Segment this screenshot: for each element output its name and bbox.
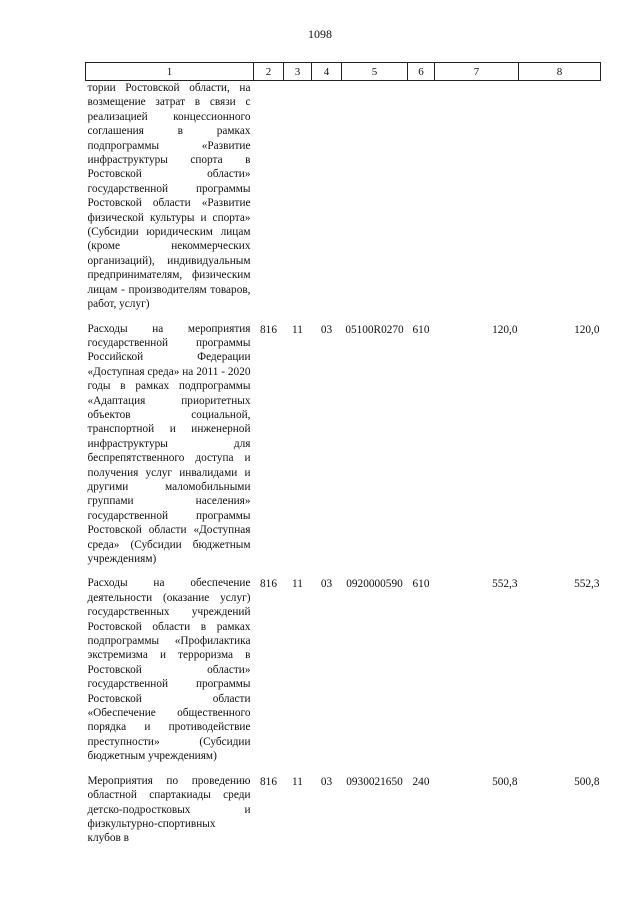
row-description: Мероприятия по проведению областной спартакиады среди детско-подростковых и физкультурно-спортивных клубов в bbox=[87, 774, 251, 845]
row-amount-col7: 120,0 bbox=[492, 323, 518, 336]
column-header: 8 bbox=[519, 63, 601, 81]
row-target-code: 05100R0270 bbox=[345, 323, 404, 336]
row-section-code bbox=[284, 81, 312, 312]
row-amount-col8 bbox=[519, 81, 601, 312]
row-section-code: 11 bbox=[292, 323, 303, 336]
row-ministry-code: 816 bbox=[260, 578, 277, 591]
column-header: 5 bbox=[342, 63, 408, 81]
page-number: 1098 bbox=[308, 27, 332, 41]
row-subsection-code: 03 bbox=[320, 323, 333, 336]
row-expense-type: 240 bbox=[412, 775, 430, 788]
column-header: 1 bbox=[86, 63, 254, 81]
row-subsection-code: 03 bbox=[320, 578, 333, 591]
row-target-code: 0930021650 bbox=[346, 775, 403, 788]
row-description: Расходы на мероприятия государственной программы Российской Федерации «Доступная среда» на 2011 - 2020 годы в рамках подпрограммы «Адаптация приоритетных объектов социальной, транспортной и инженерной инфраструктуры для беспрепятственного доступа и получения услуг инвалидами и другими маломобильными группами населения» государственной программы Ростовской области «Доступная среда» (Субсидии бюджетным учреждениям) bbox=[87, 322, 251, 565]
table-row bbox=[86, 774, 601, 846]
row-expense-type: 610 bbox=[412, 323, 430, 336]
row-amount-col7: 500,8 bbox=[492, 775, 518, 788]
row-description: Расходы на обеспечение деятельности (оказание услуг) государственных учреждений Ростовской области в рамках подпрограммы «Профилактика экстремизма и терроризма в Ростовской области» государственной программы Ростовской области «Обеспечение общественного порядка и противодействие преступности» (Субсидии бюджетным учреждениям) bbox=[87, 577, 251, 763]
header-row bbox=[86, 63, 601, 81]
row-ministry-code: 816 bbox=[260, 323, 277, 336]
column-header: 7 bbox=[435, 63, 519, 81]
row-subsection-code bbox=[312, 81, 342, 312]
row-ministry-code bbox=[254, 81, 284, 312]
column-header: 3 bbox=[284, 63, 312, 81]
table-row bbox=[86, 576, 601, 763]
table-row bbox=[86, 322, 601, 567]
row-amount-col7: 552,3 bbox=[492, 578, 518, 591]
row-amount-col7 bbox=[435, 81, 519, 312]
row-amount-col8: 500,8 bbox=[574, 775, 600, 788]
budget-table bbox=[85, 62, 601, 846]
row-expense-type bbox=[408, 81, 435, 312]
row-section-code: 11 bbox=[292, 775, 303, 788]
row-target-code: 0920000590 bbox=[346, 578, 403, 591]
column-header: 6 bbox=[408, 63, 435, 81]
row-description: тории Ростовской области, на возмещение затрат в связи с реализацией концессионного соглашения в рамках подпрограммы «Развитие инфраструктуры спорта в Ростовской области» государственной программы Ростовской области «Развитие физической культуры и спорта» (Субсидии юридическим лицам (кроме некоммерческих организаций), индивидуальным предпринимателям, физическим лицам - производителям товаров, работ, услуг) bbox=[87, 82, 251, 311]
row-section-code: 11 bbox=[292, 578, 303, 591]
column-header: 2 bbox=[254, 63, 284, 81]
row-target-code bbox=[342, 81, 408, 312]
row-ministry-code: 816 bbox=[260, 775, 277, 788]
column-header: 4 bbox=[312, 63, 342, 81]
table-row bbox=[86, 81, 601, 312]
row-expense-type: 610 bbox=[412, 578, 430, 591]
row-amount-col8: 552,3 bbox=[574, 578, 600, 591]
row-amount-col8: 120,0 bbox=[574, 323, 600, 336]
row-subsection-code: 03 bbox=[320, 775, 333, 788]
